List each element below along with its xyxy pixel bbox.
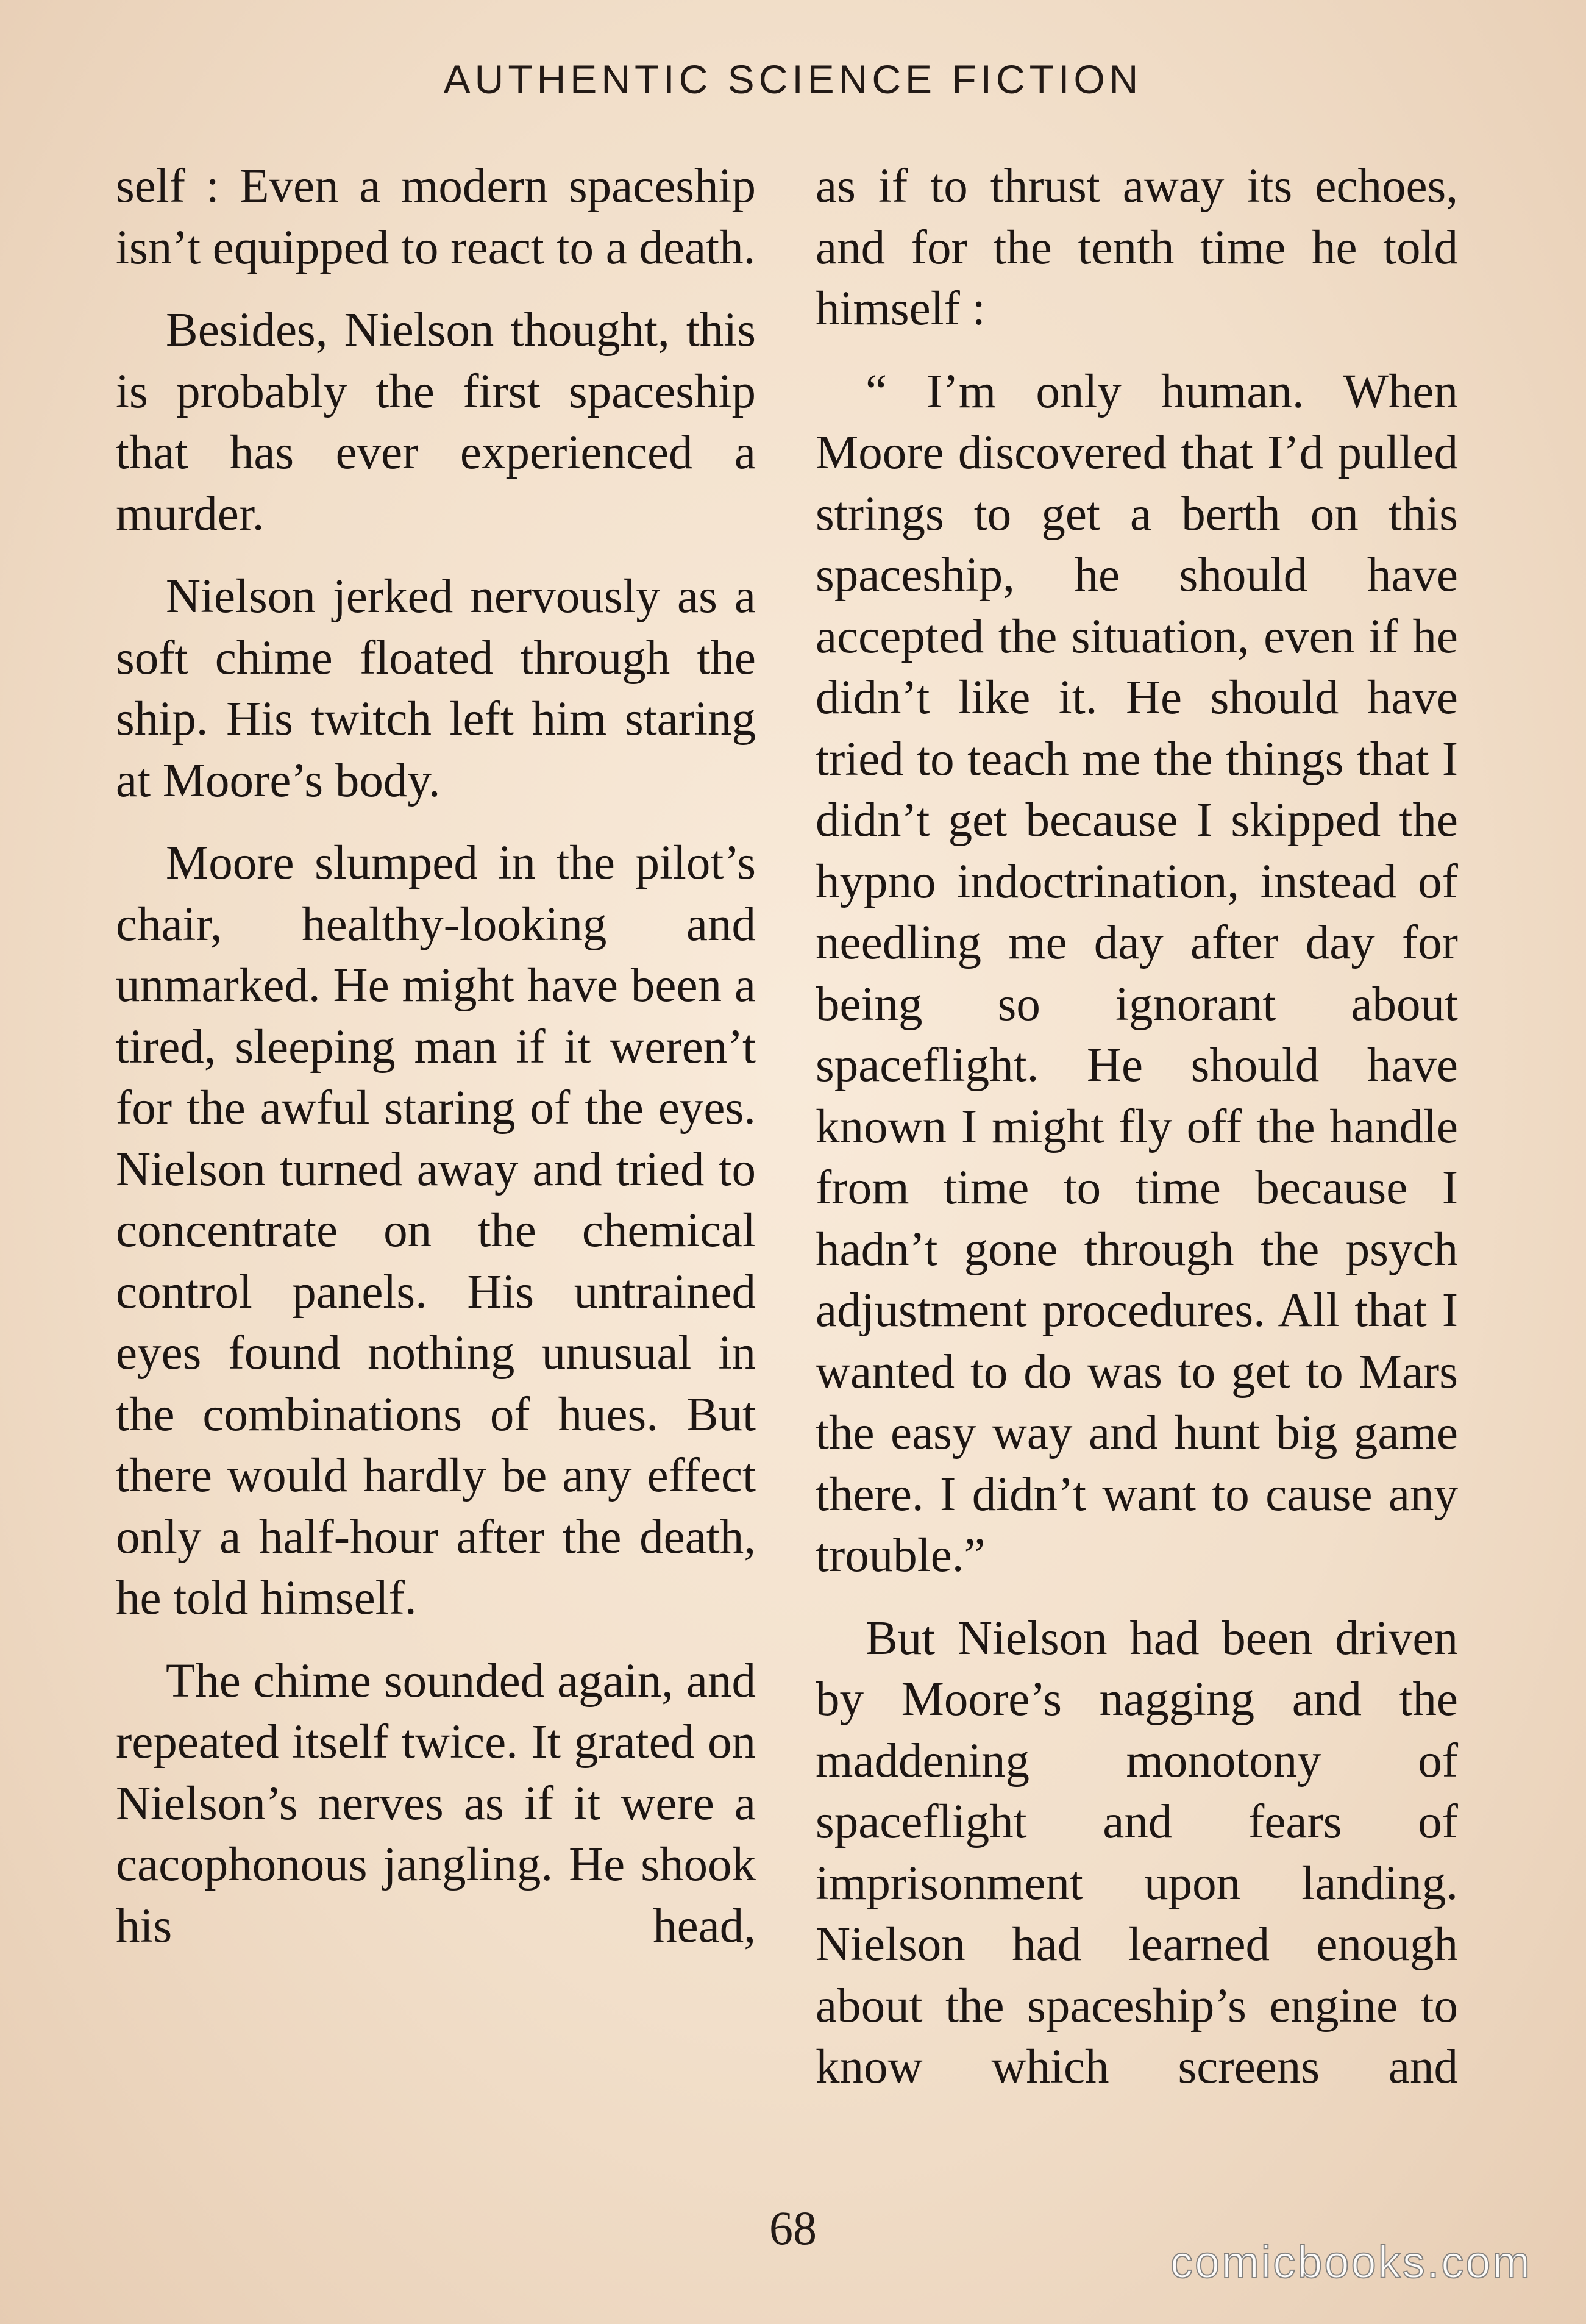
running-title: AUTHENTIC SCIENCE FICTION	[443, 57, 1143, 102]
paragraph: The chime sounded again, and repeated itself twice. It grated on Nielson’s nerves as if it were a cacophonous jangling. He shook his head,	[116, 1654, 756, 1953]
paragraph: Moore slumped in the pilot’s chair, healthy-looking and unmarked. He might have been a tired, sleeping man if it weren’t for the awful staring of the eyes. Nielson turned away and tried to concentrate on the chemical control panels. His untrained eyes found nothing unusual in the combinations of hues. But there would hardly be any effect only a half-hour after the death, he told himself.	[116, 836, 756, 1625]
paragraph: self : Even a modern spaceship isn’t equipped to react to a death.	[116, 160, 756, 274]
left-column	[116, 156, 756, 1957]
paragraph: “ I’m only human. When Moore discovered that I’d pulled strings to get a berth on this spaceship, he should have accepted the situation, even if he didn’t like it. He should have tried to teach me the things that I didn’t get because I skipped the hypno indoctrination, instead of needling me day after day for being so ignorant about spaceflight. He should have known I might fly off the handle from time to time because I hadn’t gone through the psych adjustment procedures. All that I wanted to do was to get to Mars the easy way and hunt big game there. I didn’t want to cause any trouble.”	[816, 365, 1458, 1582]
paragraph: Besides, Nielson thought, this is probably the first spaceship that has ever experienced a murder.	[116, 304, 756, 541]
page-number: 68	[769, 2201, 817, 2254]
paragraph: But Nielson had been driven by Moore’s nagging and the maddening monotony of spaceflight and fears of imprisonment upon landing. Nielson had learned enough about the spaceship’s engine to know which screens and	[816, 1611, 1458, 2094]
watermark: comicbooks.com	[1170, 2237, 1532, 2287]
paragraph: Nielson jerked nervously as a soft chime floated through the ship. His twitch left him staring at Moore’s body.	[116, 570, 756, 807]
right-column	[816, 156, 1458, 2098]
paragraph: as if to thrust away its echoes, and for the tenth time he told himself :	[816, 160, 1458, 335]
